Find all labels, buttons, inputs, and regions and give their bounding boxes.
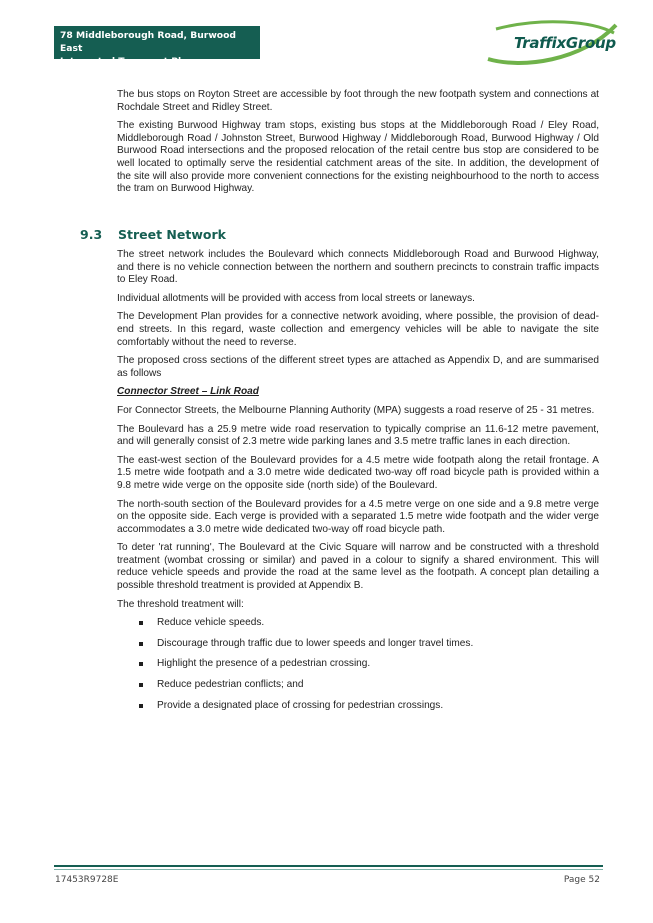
logo-text: TraffixGroup — [514, 34, 616, 52]
body-content-top — [117, 89, 599, 202]
paragraph: The east-west section of the Boulevard provides for a 4.5 metre wide footpath along the retail frontage. A 1.5 metre wide footpath and a 3.0 metre wide dedicated two-way off road bicycle path is provided within a 9.8 metre wide verge on the opposite side (north side) of the Boulevard. — [117, 454, 599, 491]
section-heading — [80, 227, 226, 242]
bullet-icon — [139, 704, 143, 708]
header-title: 78 Middleborough Road, Burwood East — [60, 30, 237, 54]
paragraph: For Connector Streets, the Melbourne Planning Authority (MPA) suggests a road reserve of 25 - 31 metres. — [117, 404, 595, 416]
body-content-main — [117, 249, 599, 720]
paragraph: The Development Plan provides for a connective network avoiding, where possible, the provision of dead-end streets. In this regard, waste collection and emergency vehicles will be able to navigate the site comfortably without the need to reverse. — [117, 311, 599, 348]
paragraph: To deter 'rat running', The Boulevard at the Civic Square will narrow and be constructed with a threshold treatment (wombat crossing or similar) and paved in a colour to signify a shared environment. This will reduce vehicle speeds and provide the road at the same level as the footpath. A concept plan detailing a possible threshold treatment is provided at Appendix B. — [117, 542, 599, 592]
paragraph: The proposed cross sections of the different street types are attached as Appendix D, and are summarised as follows — [117, 355, 599, 379]
paragraph: The Boulevard has a 25.9 metre wide road reservation to typically comprise an 11.6-12 metre pavement, and will generally consist of 2.3 metre wide parking lanes and 3.5 metre traffic lanes in each direction. — [117, 423, 599, 448]
paragraph: The threshold treatment will: — [117, 598, 244, 610]
paragraph: The bus stops on Royton Street are accessible by foot through the new footpath system and connections at Rochdale Street and Ridley Street. — [117, 89, 599, 113]
bullet-icon — [139, 621, 143, 625]
subheading: Connector Street – Link Road — [117, 386, 259, 398]
list-item: Reduce pedestrian conflicts; and — [117, 679, 599, 692]
paragraph: The north-south section of the Boulevard provides for a 4.5 metre verge on one side and a 9.8 metre verge on the opposite side. Each verge is provided with a separated 1.5 metre wide footpath and the wider verge accommodates a 3.0 metre wide dedicated two-way off road bicycle path. — [117, 498, 599, 535]
paragraph: Individual allotments will be provided with access from local streets or laneways. — [117, 292, 475, 304]
list-item: Reduce vehicle speeds. — [117, 617, 599, 630]
bullet-icon — [139, 642, 143, 646]
paragraph: The existing Burwood Highway tram stops, existing bus stops at the Middleborough Road / Eley Road, Middleborough Road / Johnston Street, Burwood Highway / Middleborough Road, Burwood Highway / Old Burwood Road intersections and the proposed relocation of the retail centre bus stop are considered to be well located to optimally serve the residential catchment areas of the site. In addition, the development of the site will also provide more convenient connections for the existing neighbourhood to the north to access the tram on Burwood Highway. — [117, 120, 599, 195]
list-item: Highlight the presence of a pedestrian crossing. — [117, 658, 599, 671]
header-subtitle: Integrated Transport Plan — [60, 56, 194, 67]
bullet-icon — [139, 683, 143, 687]
footer-rule — [54, 865, 603, 867]
section-number: 9.3 — [80, 227, 103, 242]
document-reference: 17453R9728E — [55, 875, 119, 885]
paragraph: The street network includes the Boulevard which connects Middleborough Road and Burwood Highway, and there is no vehicle connection between the northern and southern precincts to constrain traffic impacts to Eley Road. — [117, 249, 599, 286]
footer-rule-thin — [54, 869, 603, 870]
section-title: Street Network — [118, 227, 226, 242]
list-item: Discourage through traffic due to lower speeds and longer travel times. — [117, 638, 599, 651]
bullet-list — [117, 617, 599, 712]
page-number: Page 52 — [563, 875, 600, 885]
header-band — [54, 26, 260, 67]
bullet-icon — [139, 662, 143, 666]
list-item: Provide a designated place of crossing for pedestrian crossings. — [117, 700, 599, 713]
